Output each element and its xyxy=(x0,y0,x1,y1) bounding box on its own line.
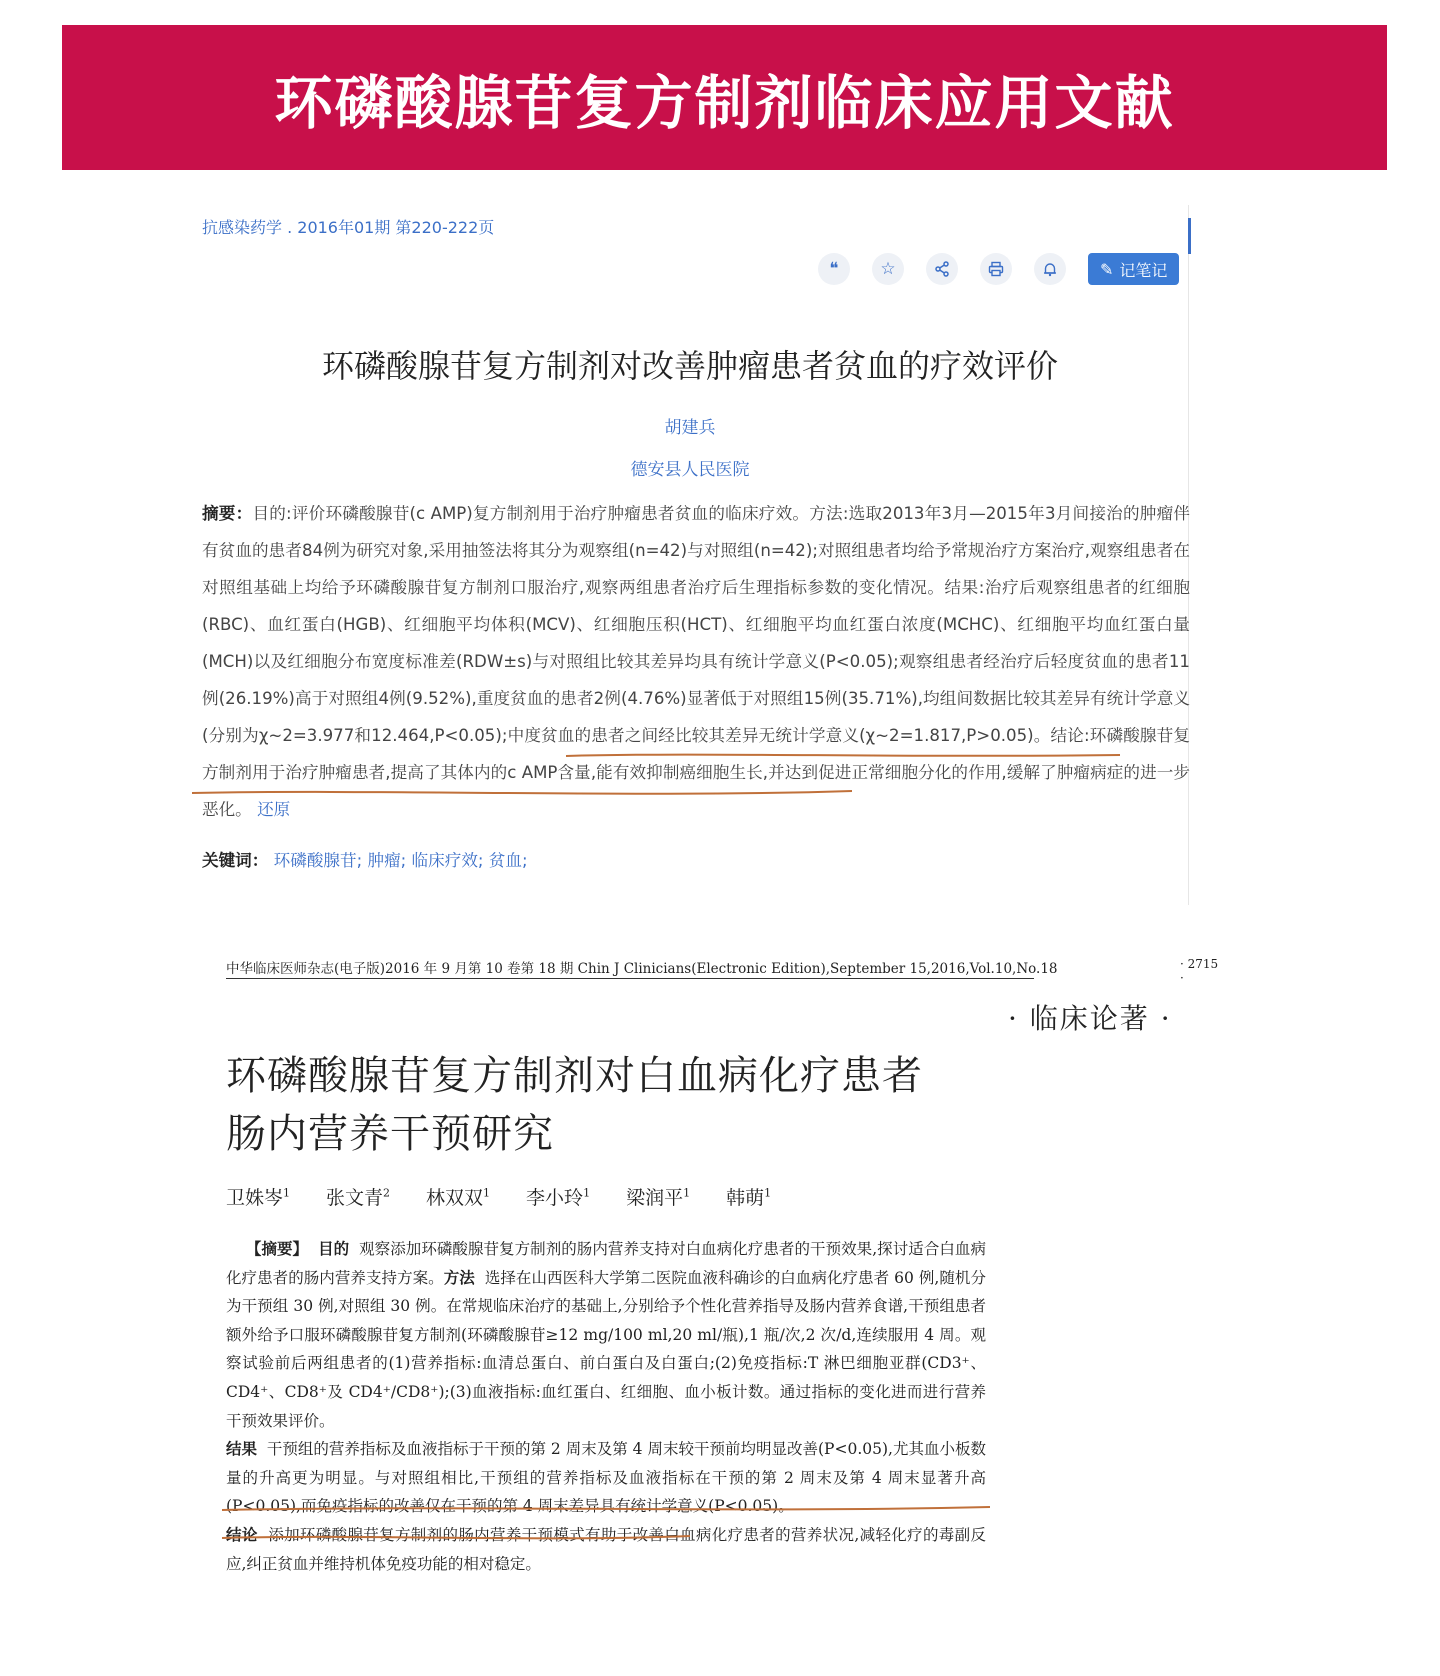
section-label: · 临床论著 · xyxy=(1008,1002,1172,1035)
page-number: · 2715 · xyxy=(1180,957,1219,985)
purpose-text: 观察添加环磷酸腺苷复方制剂的肠内营养支持对白血病化疗患者的干预效果,探讨适合白血病化疗患者的肠内营养支持方案。 xyxy=(226,1240,986,1287)
author-link[interactable]: 胡建兵 xyxy=(664,418,716,438)
title-line-1: 环磷酸腺苷复方制剂对白血病化疗患者 xyxy=(226,1053,923,1099)
highlight-underline xyxy=(190,205,1190,905)
abstract-text: 目的:评价环磷酸腺苷(c AMP)复方制剂用于治疗肿瘤患者贫血的临床疗效。方法:选取2013年3月—2015年3月间接治的肿瘤伴有贫血的患者84例为研究对象,采用抽签法将其分为观察组(n=42)与对照组(n=42);对照组患者均给予常规治疗方案治疗,观察组患者在对照组基础上均给予环磷酸腺苷复方制剂口服治疗,观察两组患者治疗后生理指标参数的变化情况。结果:治疗后观察组患者的红细胞(RBC)、血红蛋白(HGB)、红细胞平均体积(MCV)、红细胞压积(HCT)、红细胞平均血红蛋白浓度(MCHC)、红细胞平均血红蛋白量(MCH)以及红细胞分布宽度标准差(RDW±s)与对照组比较其差异均具有统计学意义(P<0.05);观察组患者经治疗后轻度贫血的患者11例(26.19%)高于对照组4例(9.52%),重度贫血的患者2例(4.76%)显著低于对照组15例(35.71%),均组间数据比较其差异有统计学意义(分别为χ~2=3.977和12.464,P<0.05);中度贫血的患者之间经比较其差异无统计学意义(χ~2=1.817,P>0.05)。结论:环磷酸腺苷复方制剂用于治疗肿瘤患者,提高了其体内的c AMP含量,能有效抑制癌细胞生长,并达到促进正常细胞分化的作用,缓解了肿瘤病症的进一步恶化。 xyxy=(202,504,1190,819)
take-note-label: 记笔记 xyxy=(1119,260,1168,280)
result-label: 结果 xyxy=(226,1439,258,1459)
quote-icon[interactable]: ❝ xyxy=(818,253,850,285)
restore-link[interactable]: 还原 xyxy=(257,800,291,819)
banner-title: 环磷酸腺苷复方制剂临床应用文献 xyxy=(274,68,1175,137)
header-banner xyxy=(62,25,1387,170)
institution-link[interactable]: 德安县人民医院 xyxy=(630,460,750,480)
title-line-2: 肠内营养干预研究 xyxy=(226,1111,554,1157)
keyword-links[interactable]: 环磷酸腺苷; 肿瘤; 临床疗效; 贫血; xyxy=(273,851,528,870)
conclusion-text: 添加环磷酸腺苷复方制剂的肠内营养干预模式有助于改善白血病化疗患者的营养状况,减轻化疗的毒副反应,纠正贫血并维持机体免疫功能的相对稳定。 xyxy=(226,1525,986,1573)
abstract-label: 【摘要】 xyxy=(245,1239,309,1258)
method-label: 方法 xyxy=(443,1267,475,1287)
article-source[interactable]: 抗感染药学 . 2016年01期 第220-222页 xyxy=(202,218,495,237)
abstract-label: 摘要： xyxy=(202,504,253,523)
author: 韩萌$^1$ xyxy=(726,1186,772,1209)
journal-page-card xyxy=(220,955,1220,1655)
keywords-label: 关键词： xyxy=(202,851,269,870)
purpose-label: 目的 xyxy=(318,1239,350,1258)
author: 梁润平$^1$ xyxy=(626,1186,691,1209)
conclusion-label: 结论 xyxy=(226,1524,258,1544)
author: 张文青$^2$ xyxy=(326,1186,391,1209)
conclusion-underline xyxy=(220,955,1220,1655)
article-title: 环磷酸腺苷复方制剂对改善肿瘤患者贫血的疗效评价 xyxy=(321,347,1058,385)
journal-header: 中华临床医师杂志(电子版)2016 年 9 月第 10 卷第 18 期 Chin J Clinicians(Electronic Edition),September 15,2016,Vol.10,No.18 xyxy=(226,957,1034,979)
result-text: 干预组的营养指标及血液指标于干预的第 2 周末及第 4 周末较干预前均明显改善(P<0.05),尤其血小板数量的升高更为明显。与对照组相比,干预组的营养指标及血液指标在干预的第 2 周末及第 4 周末显著升高(P<0.05),而免疫指标的改善仅在干预的第 4 周末差异具有统计学意义(P<0.05)。 xyxy=(226,1440,986,1516)
method-text: 选择在山西医科大学第二医院血液科确诊的白血病化疗患者 60 例,随机分为干预组 30 例,对照组 30 例。在常规临床治疗的基础上,分别给予个性化营养指导及肠内营养食谱,干预组患者额外给予口服环磷酸腺苷复方制剂(环磷酸腺苷≥12 mg/100 ml,20 ml/瓶),1 瓶/次,2 次/d,连续服用 4 周。观察试验前后两组患者的(1)营养指标:血清总蛋白、前白蛋白及白蛋白;(2)免疫指标:T 淋巴细胞亚群(CD3⁺、CD4⁺、CD8⁺及 CD4⁺/CD8⁺);(3)血液指标:血红蛋白、红细胞、血小板计数。通过指标的变化进而进行营养干预效果评价。 xyxy=(226,1268,986,1430)
author: 李小玲$^1$ xyxy=(526,1186,591,1209)
author: 林双双$^1$ xyxy=(426,1186,491,1209)
star-icon[interactable]: ☆ xyxy=(872,253,904,285)
online-abstract-card xyxy=(190,205,1190,905)
author: 卫姝岑$^1$ xyxy=(226,1186,291,1209)
pencil-icon: ✎ xyxy=(1100,259,1114,279)
